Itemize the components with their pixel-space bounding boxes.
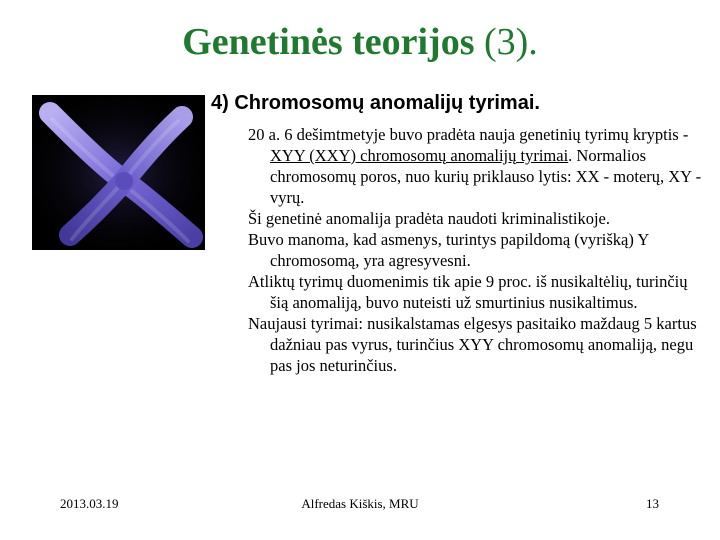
footer-author: Alfredas Kiškis, MRU — [301, 496, 419, 511]
section-subtitle: 4) Chromosomų anomalijų tyrimai. — [211, 92, 540, 114]
title-main: Genetinės teorijos — [182, 21, 475, 63]
title-number: (3). — [484, 21, 538, 63]
paragraph-5: Naujausi tyrimai: nusikalstamas elgesys pasitaiko maždaug 5 kartus dažniau pas vyrus, turinčius XYY chromosomų anomaliją, negu pas jos neturinčius. — [248, 314, 697, 375]
paragraph-1: 20 a. 6 dešimtmetyje buvo pradėta nauja genetinių tyrimų kryptis - XYY (XXY) chromosomų anomalijų tyrimai. Normalios chromosomų poros, nuo kurių priklauso lytis: XX - moterų, XY - vyrų. — [248, 125, 702, 207]
chromosome-icon — [32, 95, 205, 250]
paragraph-3: Buvo manoma, kad asmenys, turintys papildomą (vyrišką) Y chromosomą, yra agresyvesni. — [248, 230, 649, 270]
paragraph-4: Atliktų tyrimų duomenimis tik apie 9 proc. iš nusikaltėlių, turinčių šią anomaliją, buvo nuteisti už smurtinius nusikaltimus. — [248, 272, 688, 312]
footer-page-number: 13 — [646, 496, 659, 511]
paragraph-2: Ši genetinė anomalija pradėta naudoti kriminalistikoje. — [248, 209, 610, 228]
centromere — [115, 172, 133, 190]
footer-date: 2013.03.19 — [60, 496, 119, 511]
chromosome-image — [32, 95, 205, 250]
body-text — [248, 124, 708, 376]
underlined-phrase: XYY (XXY) chromosomų anomalijų tyrimai — [270, 146, 569, 165]
slide-title — [0, 18, 720, 66]
